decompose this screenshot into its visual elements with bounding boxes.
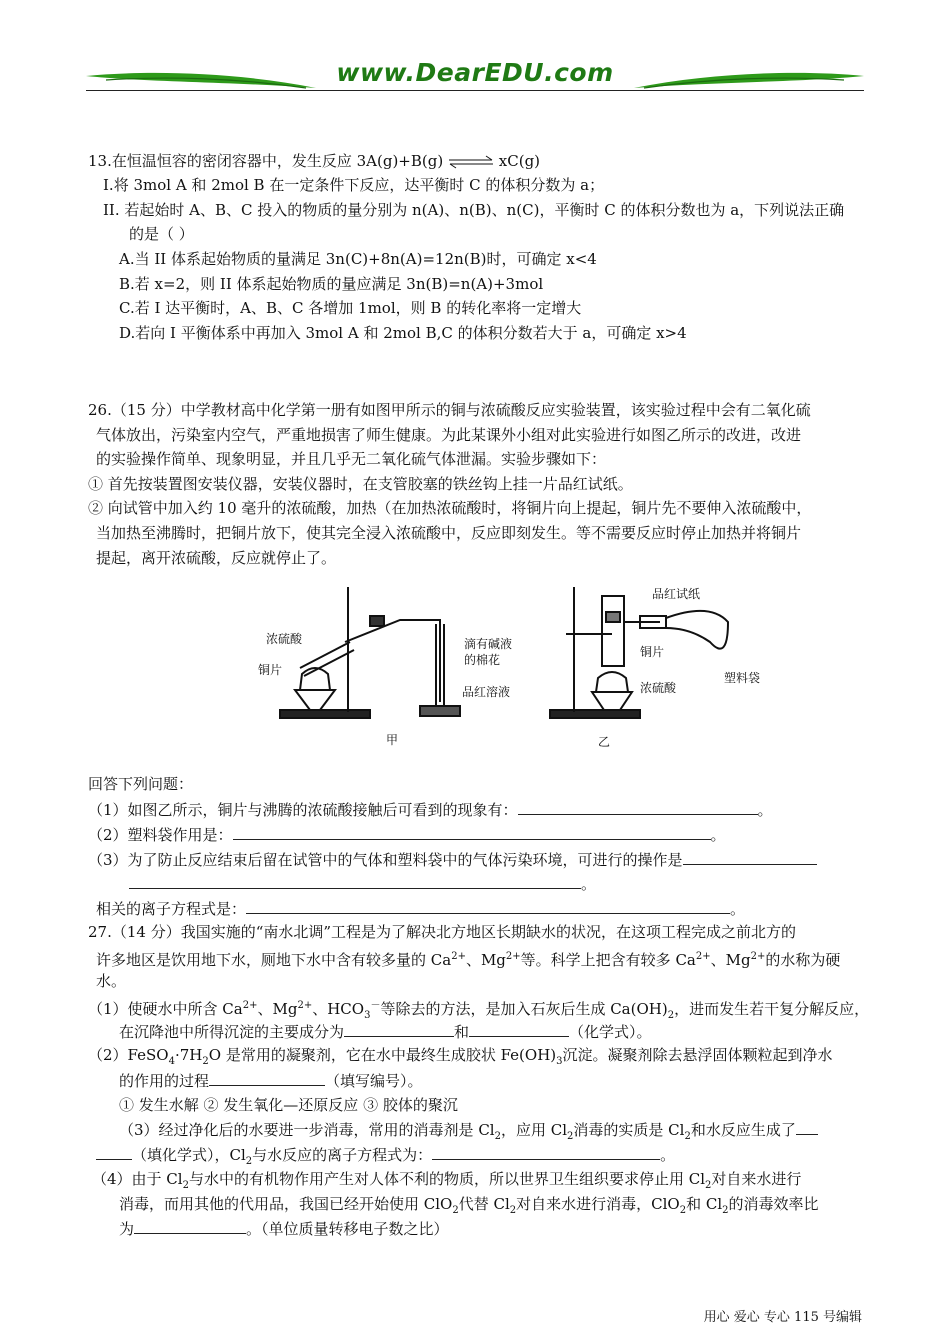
answer-blank[interactable] <box>344 1021 454 1037</box>
answer-blank[interactable] <box>96 1144 132 1160</box>
q26-question-3-ion: 相关的离子方程式是： 。 <box>96 900 746 918</box>
answer-blank[interactable] <box>518 799 758 815</box>
q26-question-2: （2）塑料袋作用是： 。 <box>88 826 726 844</box>
label-cotton-a1: 滴有碱液 <box>464 637 513 651</box>
equilibrium-arrows-icon <box>448 155 494 169</box>
site-title[interactable]: www.DearEDU.com <box>336 58 614 87</box>
label-acid-a: 浓硫酸 <box>266 632 303 646</box>
q27-question-2-cont: 的作用的过程 （填写编号）。 <box>119 1072 423 1090</box>
q27-question-3-cont: （填化学式），$Cl_2$与水反应的离子方程式为： 。 <box>96 1144 675 1172</box>
q26-intro-1: 26.（15 分）中学教材高中化学第一册有如图甲所示的铜与浓硫酸反应实验装置，该实验过程中会有二氧化硫 <box>88 401 811 419</box>
label-cotton-a2: 的棉花 <box>464 653 501 667</box>
answer-blank[interactable] <box>233 824 711 840</box>
q26-question-1: （1）如图乙所示，铜片与沸腾的浓硫酸接触后可看到的现象有： 。 <box>88 801 773 819</box>
q26-intro-2: 气体放出，污染室内空气，严重地损害了师生健康。为此某课外小组对此实验进行如图乙所示的改进，改进 <box>96 426 802 444</box>
page-footer: 用心 爱心 专心 115 号编辑 <box>703 1310 862 1325</box>
apparatus-drawing <box>240 582 770 752</box>
label-copper-a: 铜片 <box>258 663 283 677</box>
answer-blank[interactable] <box>683 849 817 865</box>
caption-a: 甲 <box>386 733 399 747</box>
answer-blank[interactable] <box>246 898 730 914</box>
q13-option-d: D.若向 I 平衡体系中再加入 3mol A 和 2mol B,C 的体积分数若大于 a，可确定 x>4 <box>119 324 687 342</box>
answer-blank[interactable] <box>209 1070 325 1086</box>
q26-step-1: ① 首先按装置图安装仪器，安装仪器时，在支管胶塞的铁丝钩上挂一片品红试纸。 <box>88 475 633 493</box>
q26-step-2-cont: 当加热至沸腾时，把铜片放下，使其完全浸入浓硫酸中，反应即刻发生。等不需要反应时停止加热并将铜片 <box>96 524 802 542</box>
q27-question-4-cont: 消毒，而用其他的代用品，我国已经开始使用 ClO$_2$代替 $Cl_2$对自来水进行消毒，ClO$_2$和 $Cl_2$的消毒效率比 <box>119 1195 819 1216</box>
q27-question-1-cont: 在沉降池中所得沉淀的主要成分为 和 （化学式）。 <box>119 1023 652 1041</box>
q27-intro-1: 27.（14 分）我国实施的“南水北调”工程是为了解决北方地区长期缺水的状况，在这项工程完成之前北方的 <box>88 923 797 941</box>
q26-step-2-end: 提起，离开浓硫酸，反应就停止了。 <box>96 549 337 567</box>
q13-condition-ii-cont: 的是（ ） <box>129 225 194 243</box>
label-acid-b: 浓硫酸 <box>640 681 677 695</box>
header-rule <box>86 90 864 91</box>
q13-condition-i: I.将 3mol A 和 2mol B 在一定条件下反应，达平衡时 C 的体积分数为 a； <box>103 176 605 194</box>
answer-blank[interactable] <box>432 1144 660 1160</box>
apparatus-figure <box>240 582 770 752</box>
q26-answer-intro: 回答下列问题： <box>88 775 194 793</box>
q26-step-2: ② 向试管中加入约 10 毫升的浓硫酸，加热（在加热浓硫酸时，将铜片向上提起，铜片先不要伸入浓硫酸中， <box>88 499 812 517</box>
q13-option-c: C.若 I 达平衡时，A、B、C 各增加 1mol，则 B 的转化率将一定增大 <box>119 299 582 317</box>
answer-blank[interactable] <box>134 1218 246 1234</box>
q27-question-2-options: ① 发生水解 ② 发生氧化—还原反应 ③ 胶体的聚沉 <box>119 1096 458 1114</box>
q13-option-a: A.当 II 体系起始物质的量满足 3n(C)+8n(A)=12n(B)时，可确定 x<4 <box>119 250 597 268</box>
label-bag-b: 塑料袋 <box>724 671 761 685</box>
q27-intro-3: 水。 <box>96 972 127 990</box>
leaf-decoration-right-icon <box>634 66 864 92</box>
q27-question-2: $(2)FeSO_4\cdot 7H_2O$ 是常用的凝聚剂，它在水中最终生成胶状 $Fe(OH)_3$沉淀。凝聚剂除去悬浮固体颗粒起到净水 <box>88 1046 833 1067</box>
label-dye-a: 品红溶液 <box>462 685 511 699</box>
label-copper-b: 铜片 <box>640 645 665 659</box>
answer-blank[interactable] <box>796 1119 818 1135</box>
q13-condition-ii: II. 若起始时 A、B、C 投入的物质的量分别为 n(A)、n(B)、n(C)，平衡时 C 的体积分数也为 a，下列说法正确 <box>103 201 845 219</box>
q27-question-4-end: 为 。（单位质量转移电子数之比） <box>119 1220 449 1238</box>
answer-blank[interactable] <box>469 1021 569 1037</box>
q27-question-4: （4）由于 $Cl_2$与水中的有机物作用产生对人体不利的物质，所以世界卫生组织要求停止用 $Cl_2$对自来水进行 <box>92 1170 802 1191</box>
q26-question-3: （3）为了防止反应结束后留在试管中的气体和塑料袋中的气体污染环境，可进行的操作是 <box>88 849 817 870</box>
q26-intro-3: 的实验操作简单、现象明显，并且几乎无二氧化硫气体泄漏。实验步骤如下： <box>96 450 607 468</box>
caption-b: 乙 <box>598 735 611 749</box>
label-paper-b: 品红试纸 <box>652 587 701 601</box>
q13-option-b: B.若 x=2，则 II 体系起始物质的量应满足 3n(B)=n(A)+3mol <box>119 275 544 293</box>
q26-question-3-cont: 。 <box>129 873 596 894</box>
q13-stem: 13.在恒温恒容的密闭容器中，发生反应 3A(g)+B(g) xC(g) <box>88 152 541 170</box>
page-header <box>86 58 864 94</box>
q27-question-1: （1）使硬水中所含 $Ca^{2+}$、$Mg^{2+}$、$HCO_3^-$等除去的方法，是加入石灰后生成 $Ca(OH)_2$，进而发生若干复分解反应， <box>88 1000 870 1021</box>
answer-blank[interactable] <box>129 873 581 889</box>
q27-question-3: （3）经过净化后的水要进一步消毒，常用的消毒剂是 $Cl_2$，应用 $Cl_2$消毒的实质是 $Cl_2$和水反应生成了 <box>119 1119 818 1147</box>
q27-intro-2: 许多地区是饮用地下水，厕地下水中含有较多量的 $Ca^{2+}$、$Mg^{2+}$等。科学上把含有较多 $Ca^{2+}$、$Mg^{2+}$的水称为硬 <box>96 951 841 969</box>
